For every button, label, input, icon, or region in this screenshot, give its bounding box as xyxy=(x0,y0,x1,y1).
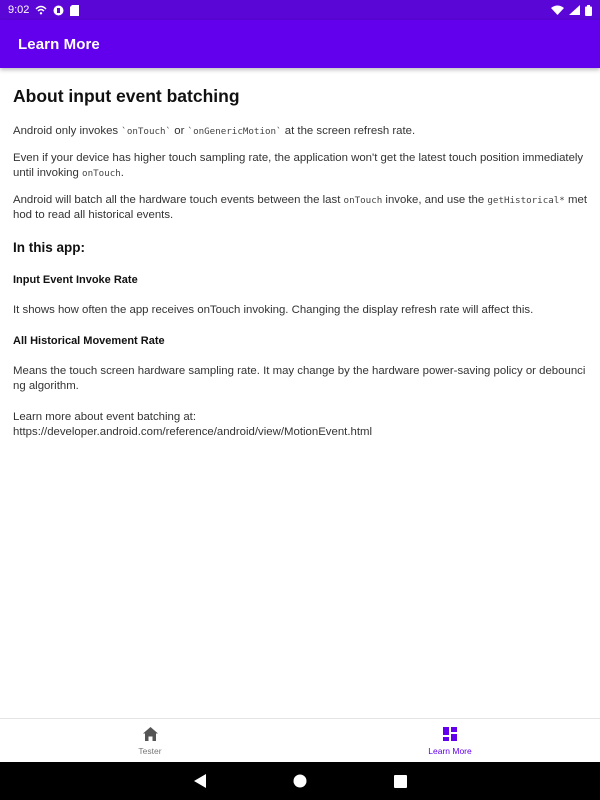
in-this-app-heading: In this app: xyxy=(13,240,85,255)
learn-more-block xyxy=(13,410,589,440)
wifi-icon xyxy=(551,5,564,15)
paragraph-3-text-b: invoke, and use the xyxy=(382,194,488,206)
page-heading: About input event batching xyxy=(13,86,240,106)
status-right xyxy=(551,5,592,16)
code-ontouch: onTouch xyxy=(343,195,383,206)
signal-icon xyxy=(569,5,580,15)
code-ontouch: onTouch xyxy=(82,168,121,179)
nav-label-learn-more: Learn More xyxy=(428,745,472,756)
section-2-text: Means the touch screen hardware sampling rate. It may change by the hardware power-saving policy or debouncing algorithm. xyxy=(13,365,586,392)
app-bar xyxy=(0,20,600,68)
back-icon[interactable] xyxy=(190,771,210,791)
content-area xyxy=(13,84,589,452)
home-circle-icon[interactable] xyxy=(290,771,310,791)
sim-card-icon xyxy=(70,5,79,16)
paragraph-2 xyxy=(13,151,589,181)
code-ontouch: `onTouch` xyxy=(121,126,172,137)
section-2-title: All Historical Movement Rate xyxy=(13,335,165,347)
code-ongenericmotion: `onGenericMotion` xyxy=(187,126,282,137)
paragraph-3-text-c: method to read all historical events. xyxy=(13,194,587,221)
recents-icon[interactable] xyxy=(390,771,410,791)
dashboard-icon xyxy=(443,727,457,743)
paragraph-3 xyxy=(13,193,589,223)
system-navigation-bar xyxy=(0,762,600,800)
status-time: 9:02 xyxy=(8,4,30,16)
bottom-navigation xyxy=(0,718,600,762)
app-notification-icon xyxy=(53,5,64,16)
battery-icon xyxy=(585,5,592,16)
paragraph-3-text-a: Android will batch all the hardware touch events between the last xyxy=(13,194,344,206)
section-1-title: Input Event Invoke Rate xyxy=(13,274,138,286)
learn-more-text: Learn more about event batching at: xyxy=(13,411,197,423)
wifi-calling-icon xyxy=(35,5,47,15)
app-title: Learn More xyxy=(18,35,100,53)
paragraph-1-text-c: at the screen refresh rate. xyxy=(281,125,416,137)
home-icon xyxy=(143,727,158,743)
section-1-text: It shows how often the app receives onTouch invoking. Changing the display refresh rate will affect this. xyxy=(13,304,534,316)
paragraph-1-text-a: Android only invokes xyxy=(13,125,122,137)
learn-more-url: https://developer.android.com/reference/android/view/MotionEvent.html xyxy=(13,426,372,438)
nav-item-learn-more[interactable] xyxy=(300,719,600,763)
status-left xyxy=(8,4,79,16)
paragraph-1-text-b: or xyxy=(171,125,188,137)
nav-label-tester: Tester xyxy=(138,745,162,756)
paragraph-2-text-b: . xyxy=(120,167,124,179)
nav-item-tester[interactable] xyxy=(0,719,300,763)
code-gethistorical: getHistorical* xyxy=(487,195,565,206)
paragraph-2-text-a: Even if your device has higher touch sampling rate, the application won't get the latest touch position immediately until invoking xyxy=(13,152,584,179)
paragraph-1 xyxy=(13,124,589,139)
status-bar xyxy=(0,0,600,20)
